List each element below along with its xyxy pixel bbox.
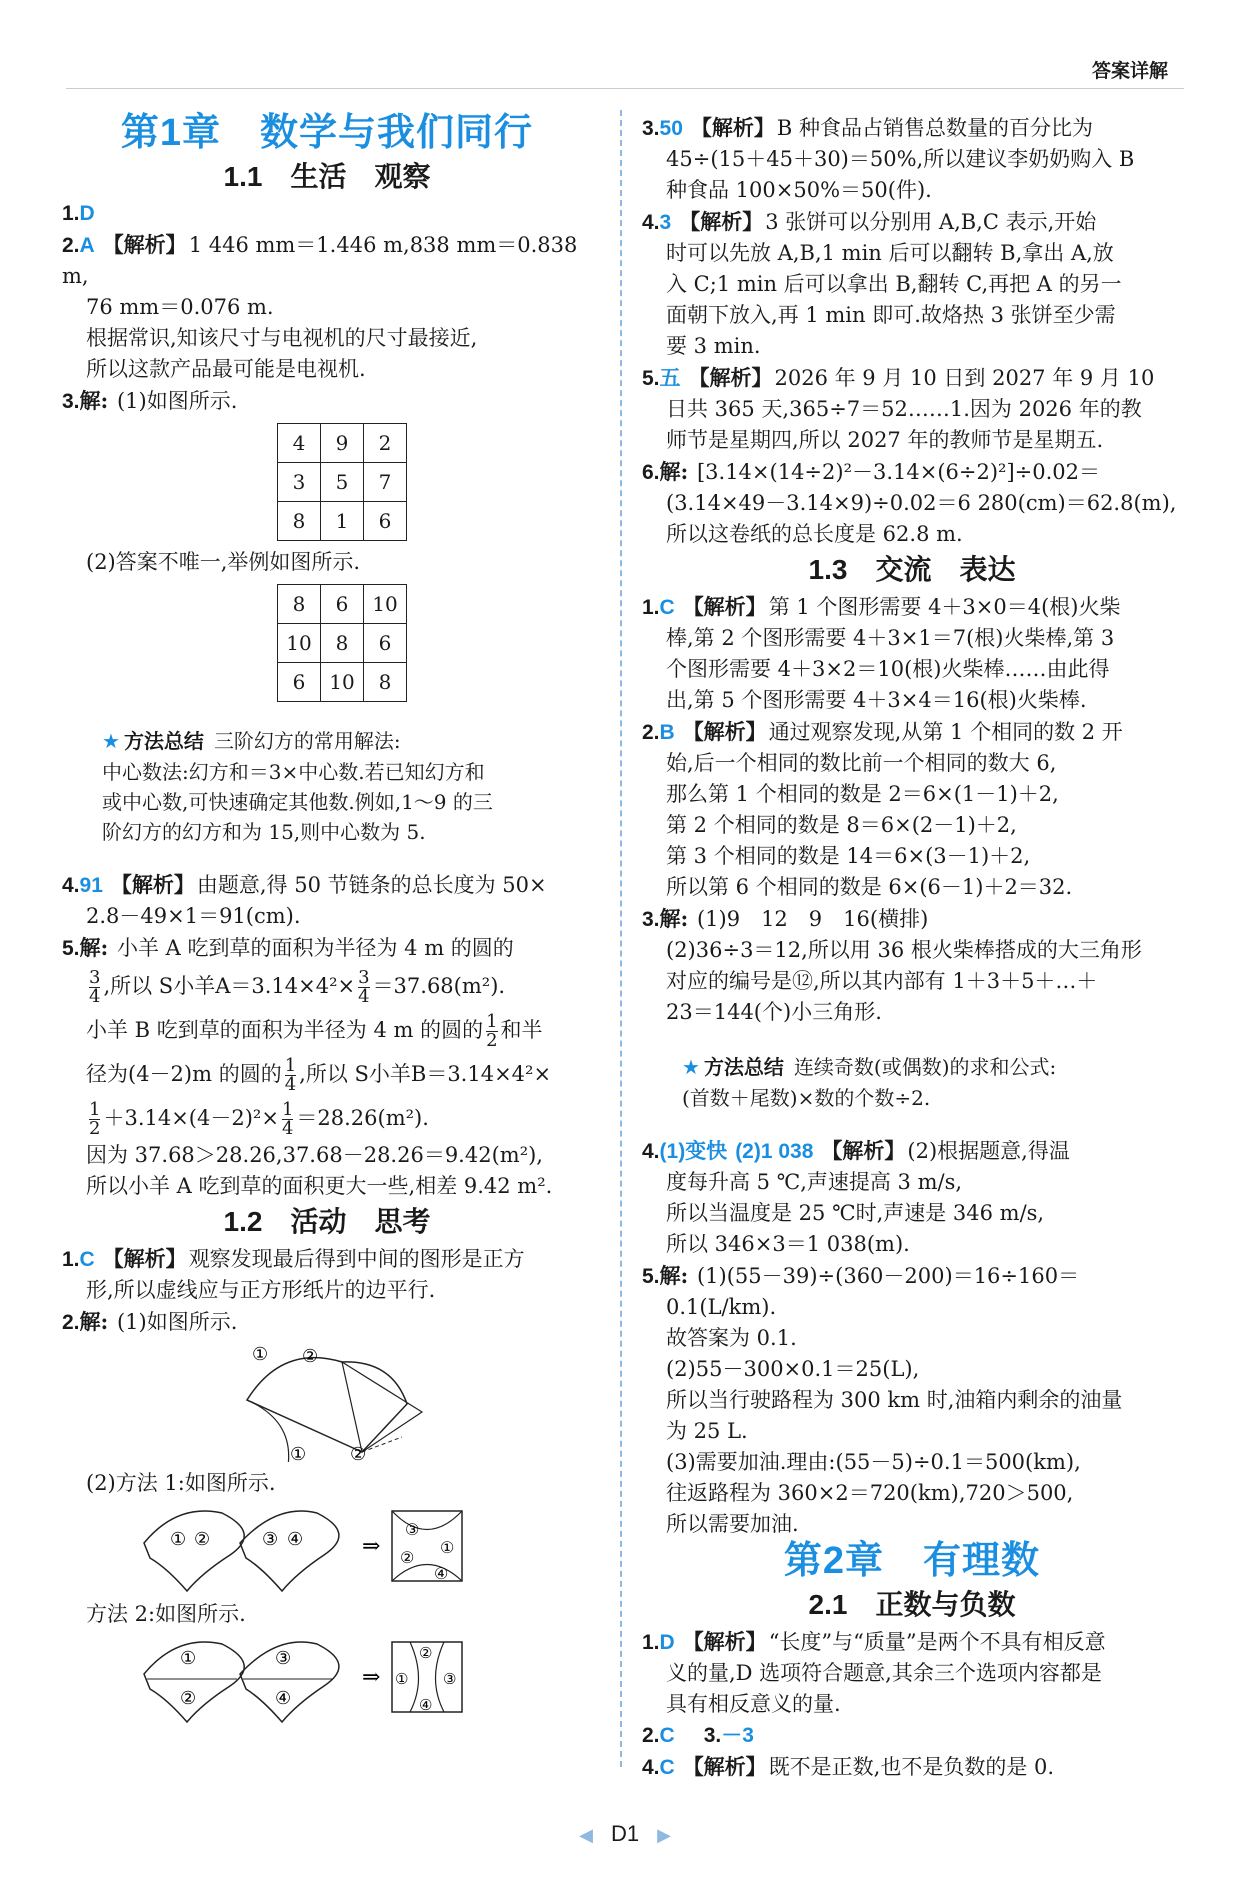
svg-text:③: ③ xyxy=(405,1520,420,1539)
fraction: $\frac{3}{4}$ xyxy=(358,967,370,1007)
analysis-tag: 【解析】 xyxy=(102,232,187,257)
question-1: 1.D xyxy=(62,202,95,225)
answer: D xyxy=(79,202,95,225)
answer-key-tag: 答案详解 xyxy=(1091,61,1168,82)
question-6: 6.解: [3.14×(14÷2)²－3.14×(6÷2)²]÷0.02＝ xyxy=(642,459,1101,484)
star-icon: ★ xyxy=(102,729,120,753)
star-icon: ★ xyxy=(682,1055,700,1079)
svg-text:①: ① xyxy=(170,1529,187,1550)
question-2: 2.A 【解析】1 446 mm＝1.446 m,838 mm＝0.838 m, xyxy=(62,232,578,288)
svg-text:①: ① xyxy=(180,1648,197,1669)
page-number: D1 xyxy=(610,1821,640,1846)
svg-text:④: ④ xyxy=(434,1564,449,1583)
section-title-1-2: 1.2 活动 思考 xyxy=(223,1206,431,1237)
method-summary-box: ★ 方法总结 连续奇数(或偶数)的求和公式: (首数＋尾数)×数的个数÷2. xyxy=(682,1055,1057,1110)
answer: A xyxy=(79,234,95,257)
svg-text:②: ② xyxy=(419,1644,433,1662)
svg-text:⇒: ⇒ xyxy=(362,1534,381,1559)
svg-text:④: ④ xyxy=(275,1688,292,1709)
svg-text:②: ② xyxy=(194,1529,211,1550)
next-page-icon[interactable]: ▶ xyxy=(657,1825,671,1845)
question-2-1-1: 1.D 【解析】“长度”与“质量”是两个不具有相反意 xyxy=(642,1629,1106,1654)
fraction: $\frac{3}{4}$ xyxy=(89,967,101,1007)
question-1-2-1: 1.C 【解析】观察发现最后得到中间的图形是正方 xyxy=(62,1246,525,1271)
question-3: 3.50 【解析】B 种食品占销售总数量的百分比为 xyxy=(642,115,1093,140)
chapter-title: 第1章 数学与我们同行 xyxy=(120,112,534,154)
svg-text:②: ② xyxy=(350,1444,367,1462)
magic-square-2: 8 6 10 10 8 6 6 10 8 xyxy=(277,584,407,702)
question-5: 5.五 【解析】2026 年 9 月 10 日到 2027 年 9 月 10 xyxy=(642,365,1155,390)
magic-square-1: 4 9 2 3 5 7 8 1 6 xyxy=(277,423,407,541)
question-3: 3.解: (1)如图所示. xyxy=(62,388,238,413)
fraction: $\frac{1}{4}$ xyxy=(281,1099,294,1139)
left-column: 第1章 数学与我们同行 1.1 生活 观察 1.D 2.A 【解析】1 446 mm＝1.446 m,838 mm＝0.838 m, 76 mm＝0.076 m. 根据常识,知该尺寸与电视机的尺寸最接近, 所以这款产品最可能是电视机. 3.解: (1)如图所示. 4 9 2 3 5 7 8 1 6 (2)答案不唯一,举例如图所示. 8 6 10 10 8 6 6 10 8 ★ 方法总结 三阶幻方的常用解法: 中心数法:幻方和＝3×中心数.若已知幻方和 或中心数,可快速确定其他数.例如,1～9 的三 阶幻方的幻方和为 15,则中心数为 5. 4.91 【解析】由题意,得 50 节链条的总长度为 50× 2.8－49×1＝91(cm). 5.解: 小羊 A 吃到草的面积为半径为 4 m 的圆的 $\frac{3}{4}$ ,所以 S小羊A＝3.14×4²× $\frac{3}{4}$ ＝37.68(m²). 小羊 B 吃到草的面积为半径为 4 m 的圆的 $\frac{1}{2}$ 和半 径为(4－2)m 的圆的 $\frac{1}{4}$ ,所以 S小羊B＝3.14×4²× $\frac{1}{2}$ ＋3.14×(4－2)²× $\frac{1}{4}$ ＝28.26(m²). 因为 37.68＞28.26,37.68－28.26＝9.42(m²), 所以小羊 A 吃到草的面积更大一些,相差 9.42 m². 1.2 活动 思考 1.C 【解析】观察发现最后得到中间的图形是正方 形,所以虚线应与正方形纸片的边平行. 2.解: (1)如图所示. ① ② ① ② (2)方法 1:如图所示. ① ② ③ ④ ⇒ ③ ① ② ④ 方法 2:如图所示. ① ② ③ ④ ⇒ ② ① ③ ④ xyxy=(62,112,592,1730)
header-rule xyxy=(66,88,1184,89)
question-1-3-1: 1.C 【解析】第 1 个图形需要 4＋3×0＝4(根)火柴 xyxy=(642,594,1121,619)
svg-text:④: ④ xyxy=(287,1529,304,1550)
method-1-figure xyxy=(62,1503,592,1593)
method-summary-box: ★ 方法总结 三阶幻方的常用解法: 中心数法:幻方和＝3×中心数.若已知幻方和 或中心数,可快速确定其他数.例如,1～9 的三 阶幻方的幻方和为 15,则中心数为 5. xyxy=(102,729,493,844)
page-footer xyxy=(0,1821,1250,1847)
question-1-3-5: 5.解: (1)(55－39)÷(360－200)＝16÷160＝ xyxy=(642,1263,1080,1288)
question-2-1-2: 2.C 3.－3 xyxy=(642,1724,754,1747)
question-4: 4.3 【解析】3 张饼可以分别用 A,B,C 表示,开始 xyxy=(642,209,1097,234)
svg-text:②: ② xyxy=(302,1346,319,1367)
section-title-1-1: 1.1 生活 观察 xyxy=(223,161,431,192)
question-5: 5.解: 小羊 A 吃到草的面积为半径为 4 m 的圆的 xyxy=(62,935,514,960)
svg-text:②: ② xyxy=(180,1688,197,1709)
chapter-2-title: 第2章 有理数 xyxy=(783,1540,1041,1582)
section-title-2-1: 2.1 正数与负数 xyxy=(808,1589,1016,1620)
question-1-3-3: 3.解: (1)9 12 9 16(横排) xyxy=(642,906,929,931)
svg-text:②: ② xyxy=(400,1548,415,1567)
svg-text:①: ① xyxy=(252,1344,269,1365)
svg-text:④: ④ xyxy=(419,1696,433,1714)
question-4: 4.91 【解析】由题意,得 50 节链条的总长度为 50× xyxy=(62,872,547,897)
question-2-1-4: 4.C 【解析】既不是正数,也不是负数的是 0. xyxy=(642,1754,1055,1779)
fraction: $\frac{1}{2}$ xyxy=(89,1099,101,1139)
svg-text:①: ① xyxy=(290,1444,307,1462)
svg-text:⇒: ⇒ xyxy=(362,1665,381,1690)
method-2-figure xyxy=(62,1634,592,1724)
svg-text:③: ③ xyxy=(262,1529,279,1550)
svg-text:①: ① xyxy=(440,1538,455,1557)
question-1-3-4: 4.(1)变快 (2)1 038 【解析】(2)根据题意,得温 xyxy=(642,1138,1070,1163)
question-1-3-2: 2.B 【解析】通过观察发现,从第 1 个相同的数 2 开 xyxy=(642,719,1123,744)
right-column: 3.50 【解析】B 种食品占销售总数量的百分比为 45÷(15＋45＋30)＝50%,所以建议李奶奶购入 B 种食品 100×50%＝50(件). 4.3 【解析】3 张饼可以分别用 A,B,C 表示,开始 时可以先放 A,B,1 min 后可以翻转 B,拿出 A,放 入 C;1 min 后可以拿出 B,翻转 C,再把 A 的另一 面朝下放入,再 1 min 即可.故烙热 3 张饼至少需 要 3 min. 5.五 【解析】2026 年 9 月 10 日到 2027 年 9 月 10 日共 365 天,365÷7＝52……1.因为 2026 年的教 师节是星期四,所以 2027 年的教师节是星期五. 6.解: [3.14×(14÷2)²－3.14×(6÷2)²]÷0.02＝ (3.14×49－3.14×9)÷0.02＝6 280(cm)＝62.8(m), 所以这卷纸的总长度是 62.8 m. 1.3 交流 表达 1.C 【解析】第 1 个图形需要 4＋3×0＝4(根)火柴 棒,第 2 个图形需要 4＋3×1＝7(根)火柴棒,第 3 个图形需要 4＋3×2＝10(根)火柴棒……由此得 出,第 5 个图形需要 4＋3×4＝16(根)火柴棒. 2.B 【解析】通过观察发现,从第 1 个相同的数 2 开 始,后一个相同的数比前一个相同的数大 6, 那么第 1 个相同的数是 2＝6×(1－1)＋2, 第 2 个相同的数是 8＝6×(2－1)＋2, 第 3 个相同的数是 14＝6×(3－1)＋2, 所以第 6 个相同的数是 6×(6－1)＋2＝32. 3.解: (1)9 12 9 16(横排) (2)36÷3＝12,所以用 36 根火柴棒搭成的大三角形 对应的编号是⑫,所以其内部有 1＋3＋5＋…＋ 23＝144(个)小三角形. ★ 方法总结 连续奇数(或偶数)的求和公式: (首数＋尾数)×数的个数÷2. 4.(1)变快 (2)1 038 【解析】(2)根据题意,得温 度每升高 5 ℃,声速提高 3 m/s, 所以当温度是 25 ℃时,声速是 346 m/s, 所以 346×3＝1 038(m). 5.解: (1)(55－39)÷(360－200)＝16÷160＝ 0.1(L/km). 故答案为 0.1. (2)55－300×0.1＝25(L), 所以当行驶路程为 300 km 时,油箱内剩余的油量 为 25 L. (3)需要加油.理由:(55－5)÷0.1＝500(km), 往返路程为 360×2＝720(km),720＞500, 所以需要加油. 第2章 有理数 2.1 正数与负数 1.D 【解析】“长度”与“质量”是两个不具有相反意 义的量,D 选项符合题意,其余三个选项内容都是 具有相反意义的量. 2.C 3.－3 4.C 【解析】既不是正数,也不是负数的是 0. xyxy=(642,112,1182,1783)
column-divider xyxy=(620,110,622,1767)
prev-page-icon[interactable]: ◀ xyxy=(579,1825,593,1845)
section-title-1-3: 1.3 交流 表达 xyxy=(808,554,1016,585)
svg-text:①: ① xyxy=(395,1670,409,1688)
folding-figure xyxy=(62,1342,592,1462)
fraction: $\frac{1}{2}$ xyxy=(486,1011,498,1051)
svg-text:③: ③ xyxy=(275,1648,292,1669)
svg-text:③: ③ xyxy=(443,1670,457,1688)
fraction: $\frac{1}{4}$ xyxy=(284,1055,297,1095)
question-1-2-2: 2.解: (1)如图所示. xyxy=(62,1309,238,1334)
